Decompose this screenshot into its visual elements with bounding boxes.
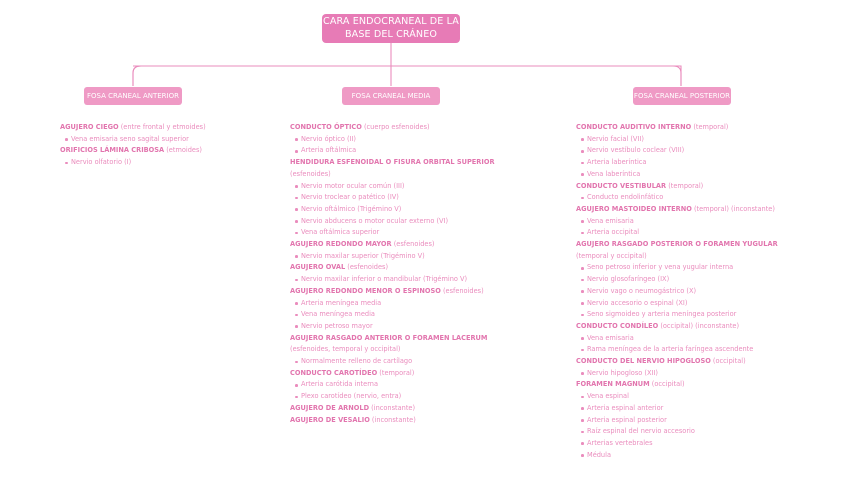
topic-heading[interactable] — [60, 122, 206, 134]
subtopic-item[interactable]: Rama meníngea de la arteria faríngea ascendente — [576, 344, 778, 356]
topic-heading[interactable] — [576, 356, 778, 368]
branch-fosa-anterior[interactable]: FOSA CRANEAL ANTERIOR — [84, 87, 182, 105]
subtopic-item[interactable]: Nervio oftálmico (Trigémino V) — [290, 204, 495, 216]
topic-heading[interactable] — [290, 415, 495, 427]
subtopic-item[interactable]: Vena meníngea media — [290, 309, 495, 321]
subtopic-item[interactable]: Nervio vago o neumogástrico (X) — [576, 286, 778, 298]
subtopic-item[interactable]: Arteria occipital — [576, 227, 778, 239]
topic-title: CONDUCTO VESTIBULAR — [576, 181, 667, 190]
subtopic-item[interactable]: Vena emisaria — [576, 333, 778, 345]
topic-heading[interactable] — [60, 145, 206, 157]
topic-heading[interactable] — [290, 262, 495, 274]
subtopic-item[interactable]: Nervio facial (VII) — [576, 134, 778, 146]
subtopic-item[interactable]: Nervio óptico (II) — [290, 134, 495, 146]
root-title-line2: BASE DEL CRÁNEO — [344, 28, 438, 40]
topic-note: (inconstante) — [369, 415, 416, 424]
topic-title: AGUJERO REDONDO MENOR O ESPINOSO — [290, 286, 441, 295]
topic-heading[interactable] — [290, 157, 495, 169]
topic-title: AGUJERO REDONDO MAYOR — [290, 240, 392, 249]
topic-title: AGUJERO MASTOIDEO INTERNO — [576, 204, 692, 213]
topic-title: AGUJERO OVAL — [290, 263, 346, 272]
branch-posterior-content — [576, 122, 778, 461]
topic-note: (temporal) (inconstante) — [691, 204, 775, 213]
topic-title: CONDUCTO ÓPTICO — [290, 123, 362, 131]
topic-note-line — [290, 344, 495, 356]
connector-left-corner — [133, 66, 141, 86]
subtopic-item[interactable]: Nervio olfatorio (I) — [60, 157, 206, 169]
subtopic-item[interactable]: Nervio vestíbulo coclear (VIII) — [576, 145, 778, 157]
subtopic-item[interactable]: Nervio hipogloso (XII) — [576, 368, 778, 380]
subtopic-item[interactable]: Arteria meníngea media — [290, 298, 495, 310]
topic-note-line — [290, 169, 495, 181]
branch-fosa-media[interactable]: FOSA CRANEAL MEDIA — [342, 87, 440, 105]
subtopic-item[interactable]: Arteria espinal posterior — [576, 415, 778, 427]
subtopic-item[interactable]: Nervio accesorio o espinal (XI) — [576, 298, 778, 310]
subtopic-item[interactable]: Nervio maxilar superior (Trigémino V) — [290, 251, 495, 263]
subtopic-item[interactable]: Nervio glosofaríngeo (IX) — [576, 274, 778, 286]
subtopic-item[interactable]: Vena emisaria seno sagital superior — [60, 134, 206, 146]
topic-title: AGUJERO RASGADO ANTERIOR O FORAMEN LACERUM — [290, 333, 488, 342]
subtopic-item[interactable]: Arterias vertebrales — [576, 438, 778, 450]
subtopic-item[interactable]: Vena emisaria — [576, 216, 778, 228]
topic-title: CONDUCTO CONDÍLEO — [576, 321, 659, 330]
subtopic-item[interactable]: Normalmente relleno de cartílago — [290, 356, 495, 368]
branch-fosa-posterior[interactable]: FOSA CRANEAL POSTERIOR — [633, 87, 731, 105]
subtopic-item[interactable]: Seno sigmoideo y arteria meníngea posterior — [576, 309, 778, 321]
topic-heading[interactable] — [576, 239, 778, 251]
branch-media-content — [290, 122, 495, 426]
topic-title: ORIFICIOS LÁMINA CRIBOSA — [60, 146, 165, 155]
topic-note: (occipital) — [649, 380, 685, 389]
subtopic-item[interactable]: Arteria espinal anterior — [576, 403, 778, 415]
subtopic-item[interactable]: Médula — [576, 450, 778, 462]
topic-title: CONDUCTO DEL NERVIO HIPOGLOSO — [576, 357, 711, 366]
topic-note: (esfenoides) — [345, 263, 389, 272]
topic-heading[interactable] — [290, 239, 495, 251]
topic-heading[interactable] — [290, 403, 495, 415]
connector-right-corner — [673, 66, 681, 86]
topic-note: (esfenoides) — [290, 169, 331, 178]
topic-note: (occipital) — [710, 357, 746, 366]
topic-heading[interactable] — [290, 286, 495, 298]
topic-note-line — [576, 251, 778, 263]
topic-note: (temporal) — [377, 368, 415, 377]
topic-note: (temporal) — [666, 181, 704, 190]
subtopic-item[interactable]: Plexo carotídeo (nervio, entra) — [290, 391, 495, 403]
topic-heading[interactable] — [290, 122, 495, 134]
subtopic-item[interactable]: Nervio maxilar inferior o mandibular (Trigémino V) — [290, 274, 495, 286]
topic-title: HENDIDURA ESFENOIDAL O FISURA ORBITAL SUPERIOR — [290, 158, 495, 167]
topic-title: AGUJERO DE VESALIO — [290, 415, 370, 424]
topic-note: (entre frontal y etmoides) — [118, 123, 206, 131]
topic-heading[interactable] — [576, 122, 778, 134]
root-title-line1: CARA ENDOCRANEAL DE LA — [323, 16, 459, 27]
topic-heading[interactable] — [576, 379, 778, 391]
topic-note: (occipital) (inconstante) — [658, 321, 740, 330]
topic-title: AGUJERO DE ARNOLD — [290, 403, 370, 412]
connector-horizontal — [133, 60, 681, 86]
topic-title: FORAMEN MAGNUM — [576, 380, 650, 389]
topic-heading[interactable] — [576, 181, 778, 193]
topic-note: (esfenoides) — [440, 286, 484, 295]
subtopic-item[interactable]: Vena oftálmica superior — [290, 227, 495, 239]
topic-note: (cuerpo esfenoides) — [361, 123, 430, 131]
subtopic-item[interactable]: Vena laberíntica — [576, 169, 778, 181]
topic-heading[interactable] — [576, 204, 778, 216]
root-node[interactable] — [322, 14, 460, 43]
subtopic-item[interactable]: Raíz espinal del nervio accesorio — [576, 426, 778, 438]
topic-heading[interactable] — [290, 368, 495, 380]
topic-title: CONDUCTO AUDITIVO INTERNO — [576, 123, 692, 131]
subtopic-item[interactable]: Nervio petroso mayor — [290, 321, 495, 333]
subtopic-item[interactable]: Conducto endolinfático — [576, 192, 778, 204]
branch-anterior-content — [60, 122, 206, 169]
topic-title: AGUJERO CIEGO — [60, 123, 119, 131]
topic-title: CONDUCTO CAROTÍDEO — [290, 368, 378, 377]
topic-note: (temporal y occipital) — [576, 251, 647, 260]
topic-note: (inconstante) — [369, 403, 416, 412]
subtopic-item[interactable]: Arteria carótida interna — [290, 379, 495, 391]
subtopic-item[interactable]: Nervio motor ocular común (III) — [290, 181, 495, 193]
subtopic-item[interactable]: Seno petroso inferior y vena yugular interna — [576, 262, 778, 274]
topic-note: (temporal) — [691, 123, 729, 131]
subtopic-item[interactable]: Arteria laberíntica — [576, 157, 778, 169]
topic-heading[interactable] — [290, 333, 495, 345]
topic-title: AGUJERO RASGADO POSTERIOR O FORAMEN YUGULAR — [576, 240, 778, 249]
topic-note: (esfenoides, temporal y occipital) — [290, 345, 401, 354]
subtopic-item[interactable]: Nervio abducens o motor ocular externo (VI) — [290, 216, 495, 228]
subtopic-item[interactable]: Arteria oftálmica — [290, 145, 495, 157]
topic-note: (esfenoides) — [391, 240, 435, 249]
subtopic-item[interactable]: Nervio troclear o patético (IV) — [290, 192, 495, 204]
subtopic-item[interactable]: Vena espinal — [576, 391, 778, 403]
topic-heading[interactable] — [576, 321, 778, 333]
topic-note: (etmoides) — [164, 146, 202, 155]
